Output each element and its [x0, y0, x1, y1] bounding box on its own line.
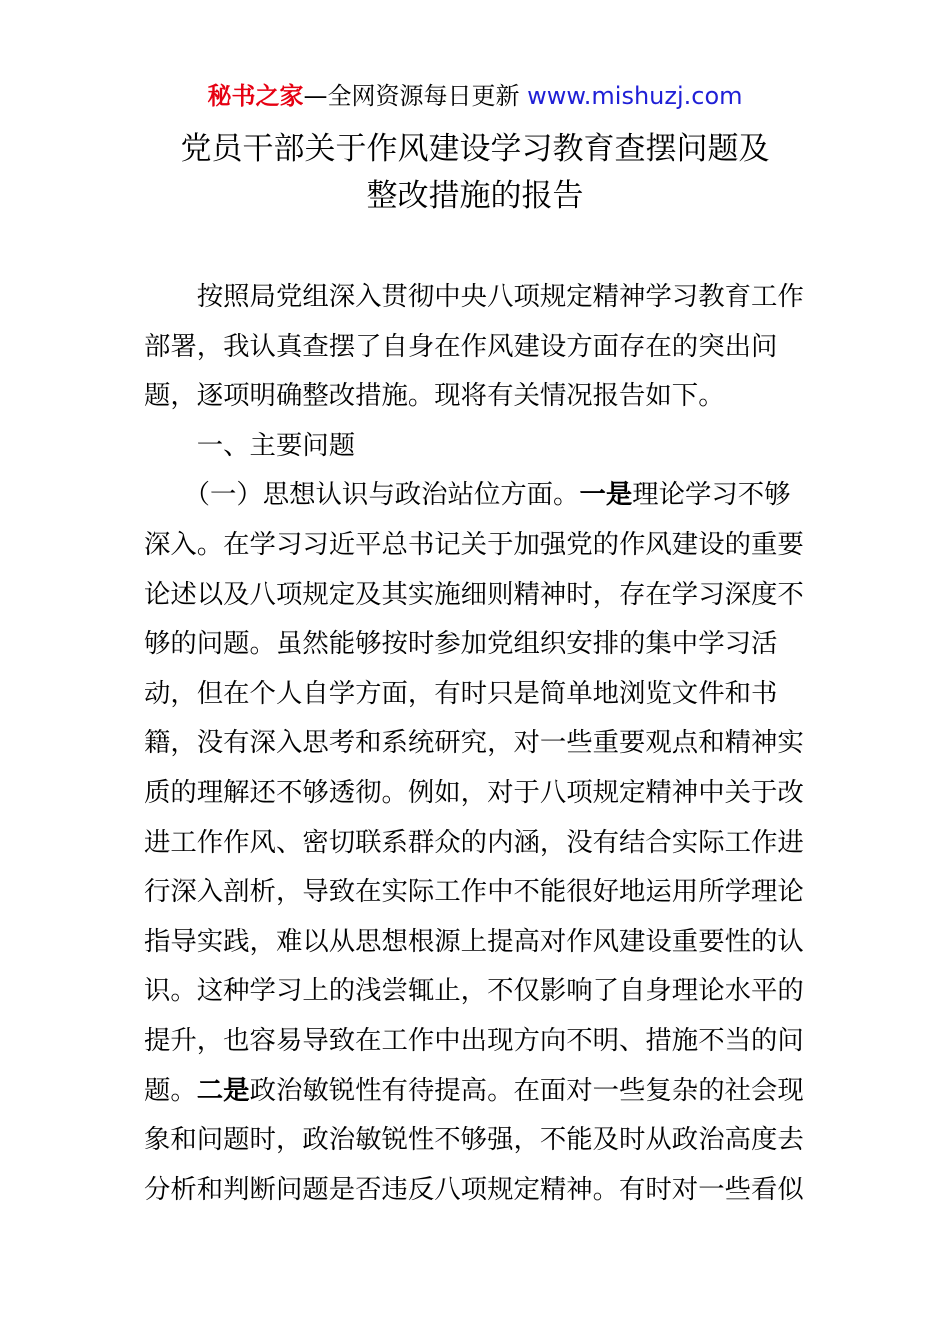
site-header: [0, 80, 950, 112]
body-line: 行深入剖析，导致在实际工作中不能很好地运用所学理论: [144, 876, 804, 908]
document-title-line-1: 党员干部关于作风建设学习教育查摆问题及: [180, 131, 770, 167]
site-brand: 秘书之家: [207, 82, 304, 110]
body-line: 题。二是政治敏锐性有待提高。在面对一些复杂的社会现: [144, 1074, 804, 1106]
body-line: （一）思想认识与政治站位方面。一是理论学习不够: [144, 479, 791, 511]
body-line: 题，逐项明确整改措施。现将有关情况报告如下。: [144, 380, 725, 412]
document-title-line-2: 整改措施的报告: [366, 178, 584, 214]
emphasis-text: 二是: [196, 1074, 250, 1106]
body-line: 质的理解还不够透彻。例如，对于八项规定精神中关于改: [144, 776, 804, 808]
emphasis-text: 一是: [579, 479, 633, 511]
body-line: 籍，没有深入思考和系统研究，对一些重要观点和精神实: [144, 727, 804, 759]
body-line: 提升，也容易导致在工作中出现方向不明、措施不当的问: [144, 1024, 804, 1056]
section-heading: 一、主要问题: [144, 429, 356, 461]
body-line: 象和问题时，政治敏锐性不够强，不能及时从政治高度去: [144, 1124, 804, 1156]
document-body: [144, 272, 808, 1214]
body-line: 论述以及八项规定及其实施细则精神时，存在学习深度不: [144, 578, 804, 610]
site-tagline: —全网资源每日更新: [303, 82, 528, 110]
body-line: 识。这种学习上的浅尝辄止，不仅影响了自身理论水平的: [144, 975, 804, 1007]
body-line: 动，但在个人自学方面，有时只是简单地浏览文件和书: [144, 677, 778, 709]
document-title: [0, 126, 950, 220]
body-line: 进工作作风、密切联系群众的内涵，没有结合实际工作进: [144, 826, 804, 858]
body-line: 够的问题。虽然能够按时参加党组织安排的集中学习活: [144, 628, 778, 660]
body-line: 按照局党组深入贯彻中央八项规定精神学习教育工作: [144, 281, 804, 312]
body-line: 指导实践，难以从思想根源上提高对作风建设重要性的认: [144, 925, 804, 957]
body-line: 深入。在学习习近平总书记关于加强党的作风建设的重要: [144, 528, 804, 560]
body-line: 分析和判断问题是否违反八项规定精神。有时对一些看似: [144, 1173, 804, 1205]
body-line: 部署，我认真查摆了自身在作风建设方面存在的突出问: [144, 330, 778, 362]
site-url-link[interactable]: www.mishuzj.com: [527, 82, 743, 110]
